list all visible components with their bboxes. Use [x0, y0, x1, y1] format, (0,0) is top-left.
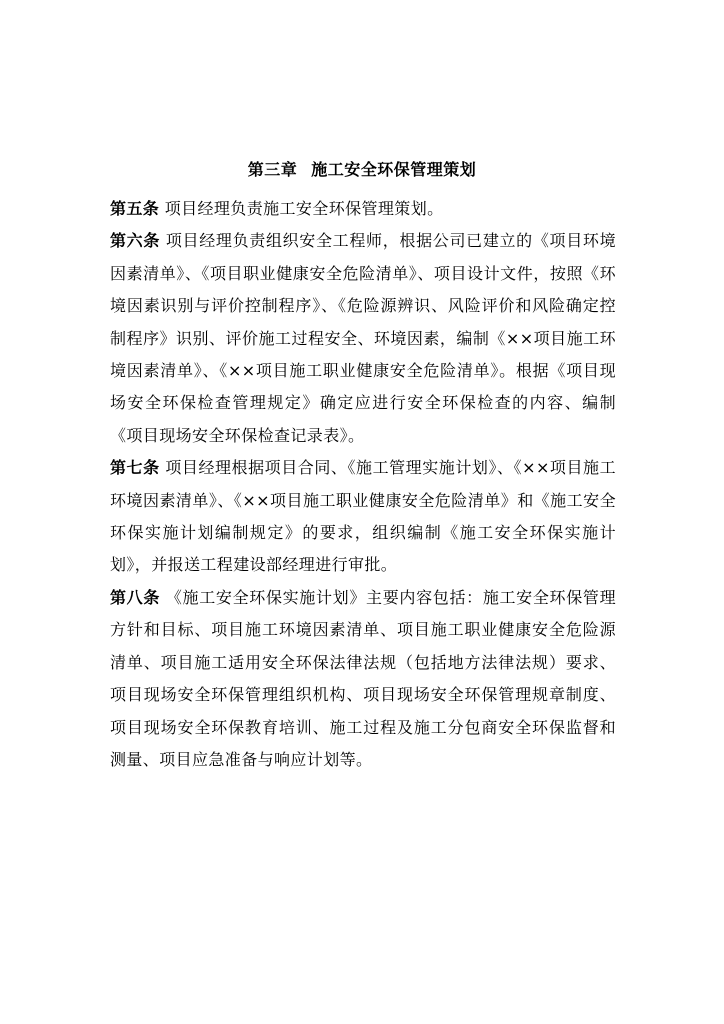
chapter-title-text: 施工安全环保管理策划 [311, 160, 477, 179]
article-label: 第六条 [110, 231, 161, 251]
article-7 [110, 452, 616, 582]
article-6 [110, 225, 616, 452]
article-5 [110, 193, 616, 225]
article-text: 项目经理负责施工安全环保管理策划。 [164, 199, 444, 218]
article-text: 项目经理负责组织安全工程师，根据公司已建立的《项目环境因素清单》、《项目职业健康安全危险清单》、项目设计文件，按照《环境因素识别与评价控制程序》、《危险源辨识、风险评价和风险确定控制程序》识别、评价施工过程安全、环境因素，编制《××项目施工环境因素清单》、《××项目施工职业健康安全危险清单》。根据《项目现场安全环保检查管理规定》确定应进行安全环保检查的内容、编制《项目现场安全环保检查记录表》。 [110, 231, 616, 445]
article-label: 第七条 [110, 458, 160, 478]
article-label: 第五条 [110, 199, 160, 218]
article-label: 第八条 [110, 587, 161, 607]
chapter-heading [0, 158, 724, 182]
chapter-number: 第三章 [247, 160, 298, 179]
article-text: 项目经理根据项目合同、《施工管理实施计划》、《××项目施工环境因素清单》、《××项目施工职业健康安全危险清单》和《施工安全环保实施计划编制规定》的要求，组织编制《施工安全环保实施计划》，并报送工程建设部经理进行审批。 [110, 458, 616, 575]
article-8 [110, 582, 616, 776]
article-text: 《施工安全环保实施计划》主要内容包括：施工安全环保管理方针和目标、项目施工环境因素清单、项目施工职业健康安全危险源清单、项目施工适用安全环保法律法规（包括地方法律法规）要求、项目现场安全环保管理组织机构、项目现场安全环保管理规章制度、项目现场安全环保教育培训、施工过程及施工分包商安全环保监督和测量、项目应急准备与响应计划等。 [110, 587, 616, 769]
chapter-body [110, 193, 616, 776]
